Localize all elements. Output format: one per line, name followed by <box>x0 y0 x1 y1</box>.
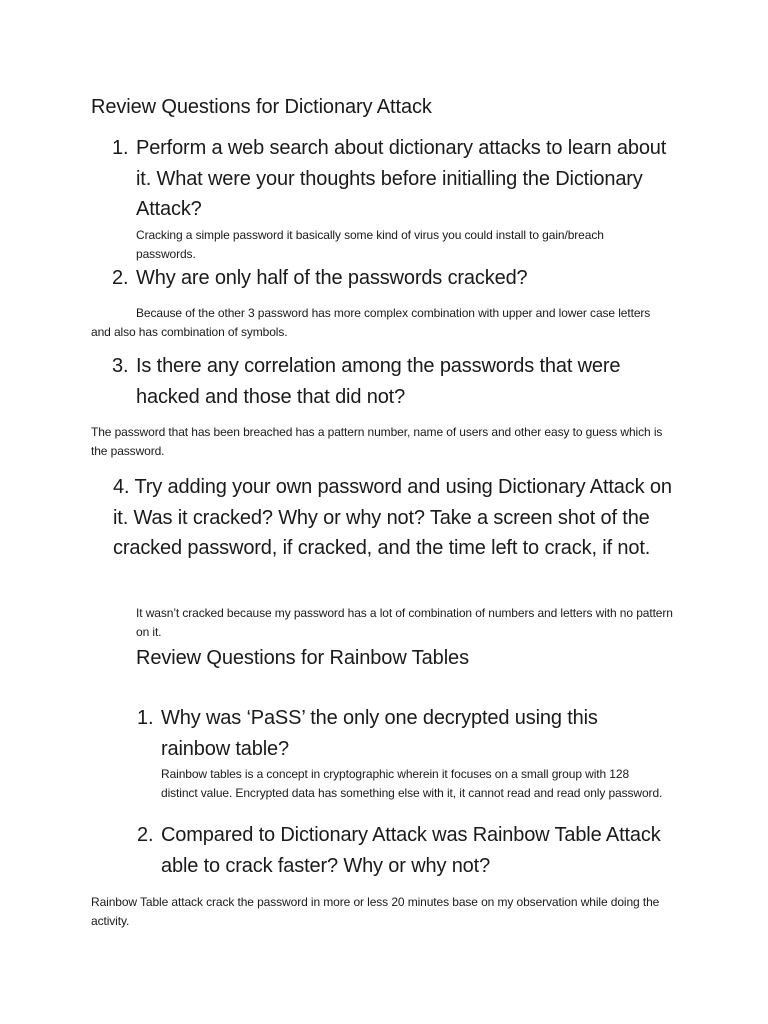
question-text: Perform a web search about dictionary attacks to learn about it. What were your thoughts before initialling the Dictionary Attack? <box>136 137 667 220</box>
dictionary-question-1 <box>112 133 681 225</box>
question-number: 2. <box>137 824 154 846</box>
dictionary-section-title: Review Questions for Dictionary Attack <box>91 96 432 118</box>
question-number: 1. <box>137 707 154 729</box>
question-text: Try adding your own password and using Dictionary Attack on it. Was it cracked? Why or why not? Take a screen shot of the cracked password, if cracked, and the time left to crack, if not. <box>113 476 672 559</box>
question-text: Compared to Dictionary Attack was Rainbow Table Attack able to crack faster? Why or why not? <box>161 824 661 877</box>
dictionary-question-2 <box>112 263 681 294</box>
rainbow-question-1 <box>137 703 661 764</box>
rainbow-answer-1: Rainbow tables is a concept in cryptographic wherein it focuses on a small group with 128 distinct value. Encrypted data has something else with it, it cannot read and read only password. <box>161 767 663 800</box>
dictionary-answer-1: Cracking a simple password it basically some kind of virus you could install to gain/breach passwords. <box>136 228 604 261</box>
dictionary-answer-4: It wasn’t cracked because my password has a lot of combination of numbers and letters with no pattern on it. <box>136 606 673 639</box>
question-text: Why was ‘PaSS’ the only one decrypted using this rainbow table? <box>161 707 598 760</box>
question-number: 4. <box>113 476 130 498</box>
question-number: 3. <box>112 355 129 377</box>
rainbow-question-2 <box>137 820 661 881</box>
question-text: Is there any correlation among the passwords that were hacked and those that did not? <box>136 355 621 408</box>
rainbow-section-title: Review Questions for Rainbow Tables <box>136 647 469 669</box>
dictionary-answer-3: The password that has been breached has a pattern number, name of users and other easy to guess which is the password. <box>91 425 663 458</box>
rainbow-answer-2: Rainbow Table attack crack the password in more or less 20 minutes base on my observation while doing the activity. <box>91 895 660 928</box>
question-text: Why are only half of the passwords cracked? <box>136 267 528 289</box>
dictionary-answer-2: Because of the other 3 password has more complex combination with upper and lower case letters and also has combination of symbols. <box>91 306 651 339</box>
dictionary-question-3 <box>112 351 681 412</box>
question-number: 2. <box>112 267 129 289</box>
dictionary-question-4 <box>113 472 685 564</box>
question-number: 1. <box>112 137 129 159</box>
